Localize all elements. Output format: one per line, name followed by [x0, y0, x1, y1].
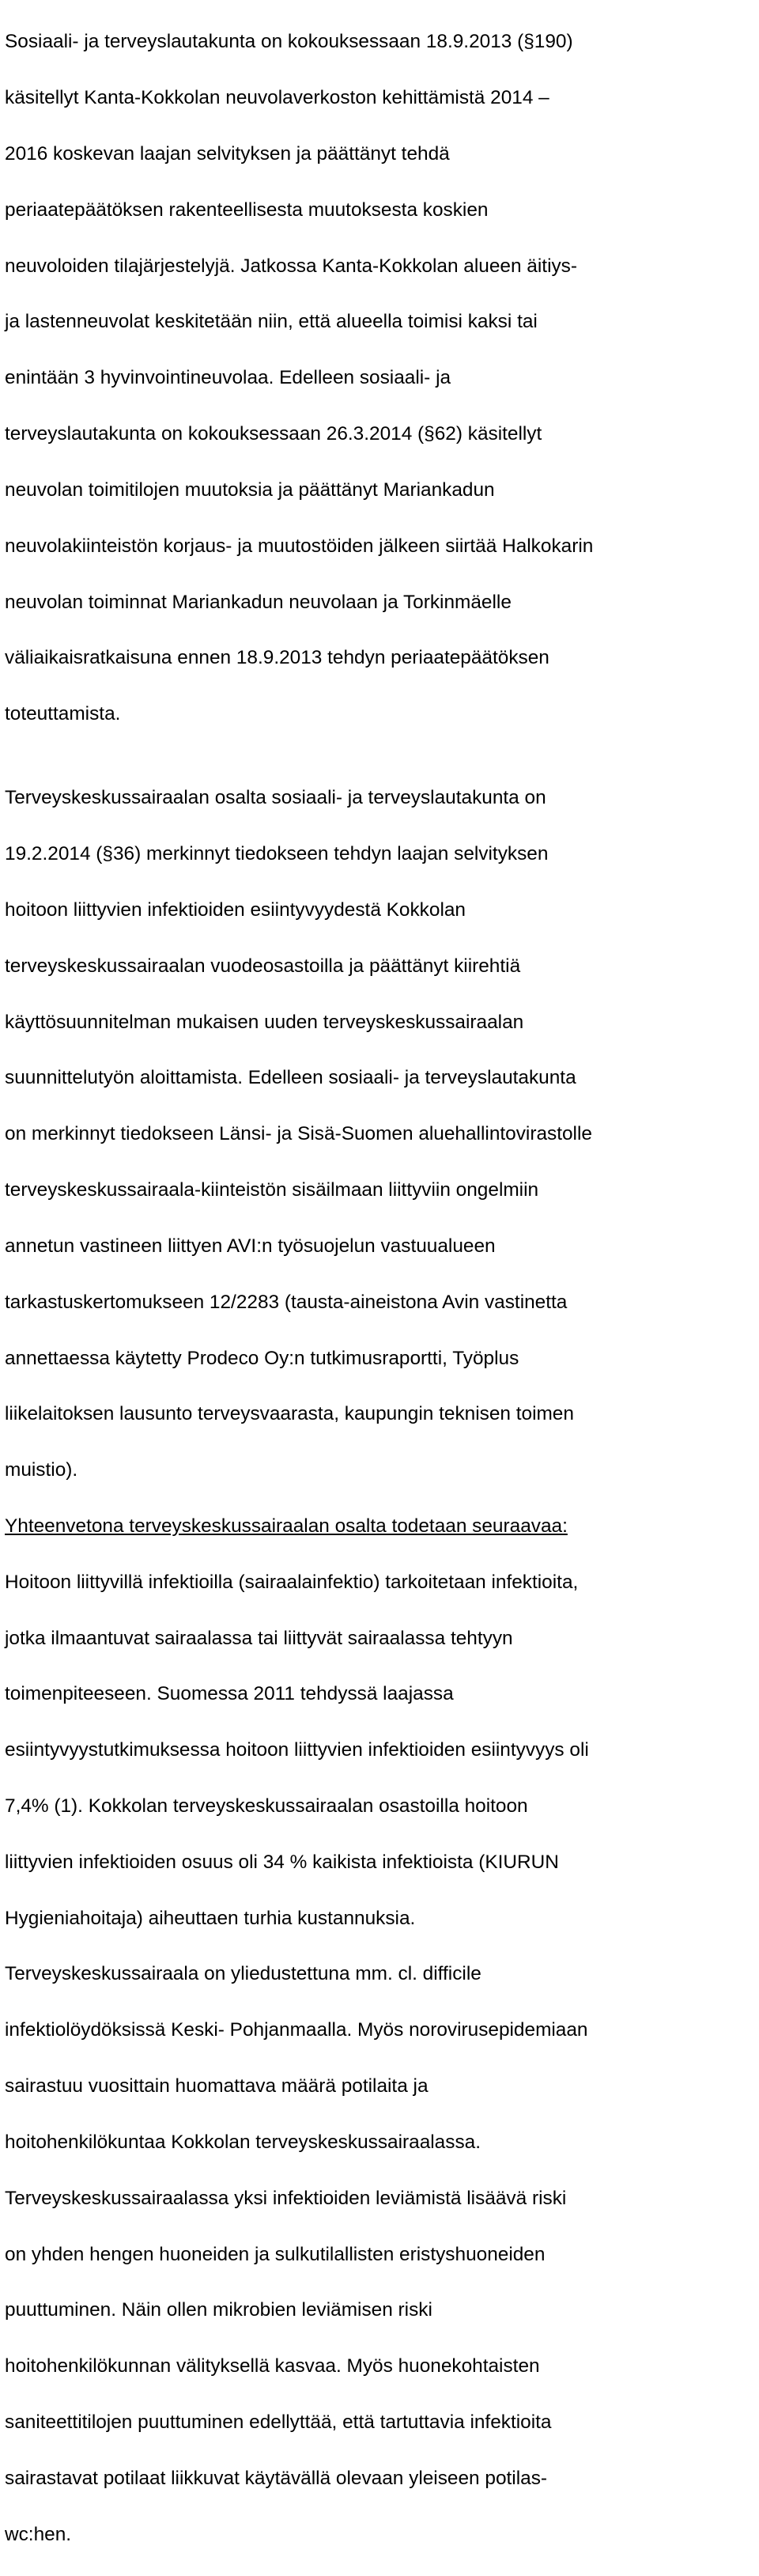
text-line: Hoitoon liittyvillä infektioilla (sairaalainfektio) tarkoitetaan infektioita, [5, 1571, 579, 1593]
paragraph-neuvolaverkosto [5, 0, 754, 756]
text-line: Terveyskeskussairaalassa yksi infektioiden leviämistä lisäävä riski [5, 2187, 567, 2209]
text-line: Terveyskeskussairaalan osalta sosiaali- ja terveyslautakunta on [5, 787, 546, 809]
text-line: ja lastenneuvolat keskitetään niin, että alueella toimisi kaksi tai [5, 311, 538, 333]
text-line: sairastavat potilaat liikkuvat käytävällä olevaan yleiseen potilas- [5, 2467, 548, 2489]
text-line: hoitoon liittyvien infektioiden esiintyvyydestä Kokkolan [5, 899, 466, 921]
text-line: terveyskeskussairaala-kiinteistön sisäilmaan liittyviin ongelmiin [5, 1179, 539, 1201]
text-line: liikelaitoksen lausunto terveysvaarasta, kaupungin teknisen toimen [5, 1403, 574, 1425]
text-line: enintään 3 hyvinvointineuvolaa. Edelleen sosiaali- ja [5, 367, 451, 389]
text-line: annettaessa käytetty Prodeco Oy:n tutkimusraportti, Työplus [5, 1347, 519, 1369]
text-line: Sosiaali- ja terveyslautakunta on kokouksessaan 18.9.2013 (§190) [5, 31, 573, 53]
document-page [5, 0, 754, 2576]
text-line: toimenpiteeseen. Suomessa 2011 tehdyssä laajassa [5, 1683, 454, 1705]
text-line: neuvolan toimitilojen muutoksia ja päättänyt Mariankadun [5, 479, 495, 501]
text-line: annetun vastineen liittyen AVI:n työsuojelun vastuualueen [5, 1235, 496, 1257]
paragraph-terveyskeskussairaala [5, 756, 754, 1512]
text-line: saniteettitilojen puuttuminen edellyttää, että tartuttavia infektioita [5, 2411, 552, 2433]
text-line: Terveyskeskussairaala on yliedustettuna mm. cl. difficile [5, 1963, 481, 1985]
text-line: terveyskeskussairaalan vuodeosastoilla ja päättänyt kiirehtiä [5, 955, 521, 977]
text-line: periaatepäätöksen rakenteellisesta muutoksesta koskien [5, 199, 489, 221]
text-line: 2016 koskevan laajan selvityksen ja päättänyt tehdä [5, 143, 450, 165]
text-line: neuvoloiden tilajärjestelyjä. Jatkossa Kanta-Kokkolan alueen äitiys- [5, 255, 578, 277]
text-line: terveyslautakunta on kokouksessaan 26.3.2014 (§62) käsitellyt [5, 423, 542, 445]
text-line: 19.2.2014 (§36) merkinnyt tiedokseen tehdyn laajan selvityksen [5, 843, 549, 865]
text-line: käyttösuunnitelman mukaisen uuden terveyskeskussairaalan [5, 1011, 524, 1033]
text-line: käsitellyt Kanta-Kokkolan neuvolaverkoston kehittämistä 2014 – [5, 87, 549, 109]
text-line: väliaikaisratkaisuna ennen 18.9.2013 tehdyn periaatepäätöksen [5, 647, 549, 669]
text-line: wc:hen. [5, 2523, 72, 2545]
paragraph-summary [5, 1540, 754, 2576]
text-line: toteuttamista. [5, 703, 121, 725]
text-line: hoitohenkilökuntaa Kokkolan terveyskeskussairaalassa. [5, 2131, 481, 2153]
text-line: puuttuminen. Näin ollen mikrobien leviämisen riski [5, 2299, 432, 2321]
text-line: 7,4% (1). Kokkolan terveyskeskussairaalan osastoilla hoitoon [5, 1795, 528, 1817]
summary-heading: Yhteenvetona terveyskeskussairaalan osalta todetaan seuraavaa: [5, 1515, 568, 1537]
text-line: neuvolakiinteistön korjaus- ja muutostöiden jälkeen siirtää Halkokarin [5, 535, 594, 557]
text-line: on merkinnyt tiedokseen Länsi- ja Sisä-Suomen aluehallintovirastolle [5, 1123, 592, 1145]
text-line: tarkastuskertomukseen 12/2283 (tausta-aineistona Avin vastinetta [5, 1291, 568, 1313]
text-line: infektiolöydöksissä Keski- Pohjanmaalla. Myös norovirusepidemiaan [5, 2019, 588, 2041]
text-line: hoitohenkilökunnan välityksellä kasvaa. Myös huonekohtaisten [5, 2355, 540, 2377]
text-line: esiintyvyystutkimuksessa hoitoon liittyvien infektioiden esiintyvyys oli [5, 1739, 589, 1761]
text-line: Hygieniahoitaja) aiheuttaen turhia kustannuksia. [5, 1907, 416, 1929]
text-line: muistio). [5, 1459, 78, 1481]
text-line: liittyvien infektioiden osuus oli 34 % kaikista infektioista (KIURUN [5, 1851, 559, 1873]
text-line: suunnittelutyön aloittamista. Edelleen sosiaali- ja terveyslautakunta [5, 1067, 576, 1089]
text-line: sairastuu vuosittain huomattava määrä potilaita ja [5, 2075, 429, 2097]
text-line: neuvolan toiminnat Mariankadun neuvolaan ja Torkinmäelle [5, 591, 512, 613]
text-line: on yhden hengen huoneiden ja sulkutilallisten eristyshuoneiden [5, 2243, 546, 2265]
text-line: jotka ilmaantuvat sairaalassa tai liittyvät sairaalassa tehtyyn [5, 1627, 513, 1649]
